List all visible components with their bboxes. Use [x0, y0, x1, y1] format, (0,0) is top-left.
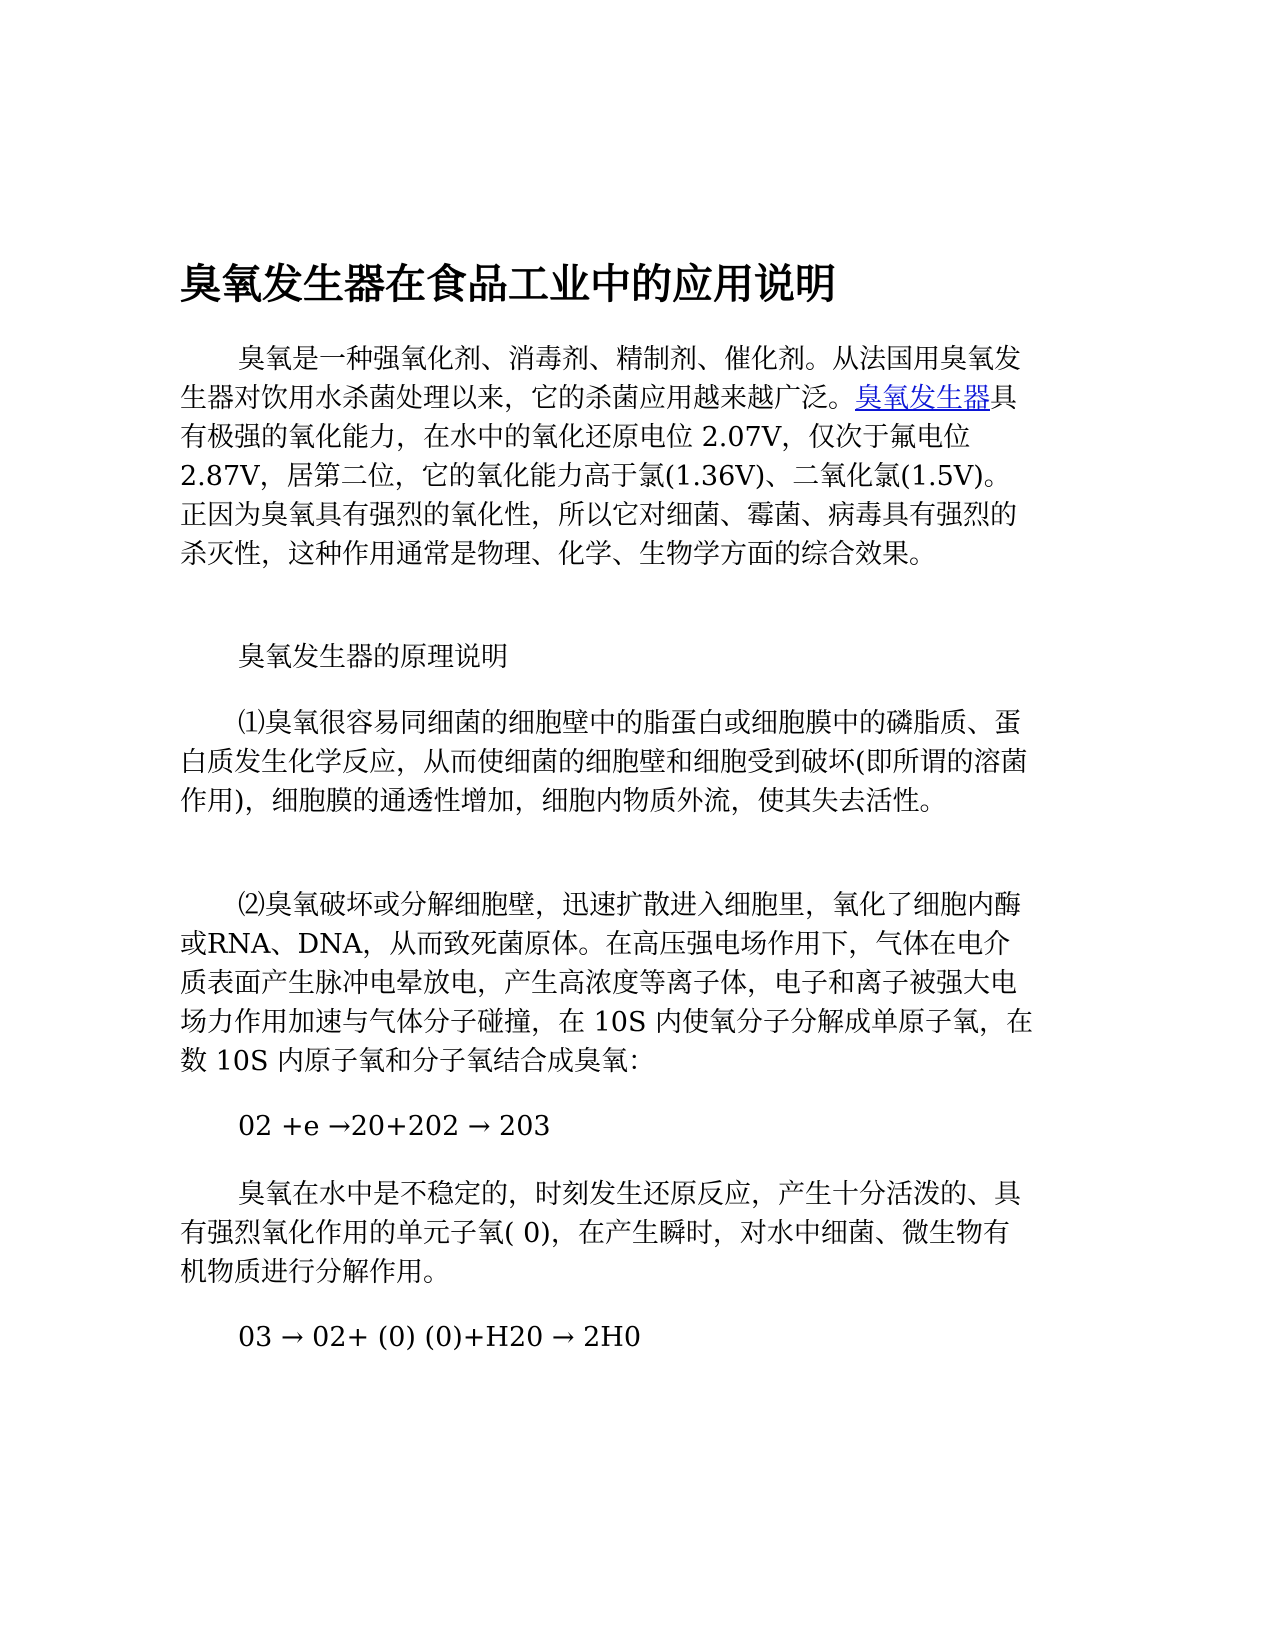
formula-ozone-formation: 02 +e →20+202 → 203 — [238, 1111, 551, 1142]
intro-text-after-link: 具有极强的氧化能力，在水中的氧化还原电位 2.07V，仅次于氟电位 2.87V，居第二位，它的氧化能力高于氯(1.36V)、二氧化氯(1.5V)。正因为臭氧具有强烈的氧化性，所以它对细菌、霉菌、病毒具有强烈的杀灭性，这种作用通常是物理、化学、生物学方面的综合效果。 — [180, 383, 1017, 570]
intro-text-before-link: 臭氧是一种强氧化剂、消毒剂、精制剂、催化剂。从法国用臭氧发生器对饮用水杀菌处理以来，它的杀菌应用越来越广泛。 — [180, 344, 1021, 414]
ozone-in-water-paragraph: 臭氧在水中是不稳定的，时刻发生还原反应，产生十分活泼的、具有强烈氧化作用的单元子氧( 0)，在产生瞬时，对水中细菌、微生物有机物质进行分解作用。 — [180, 1179, 1021, 1288]
principle-point-2: ⑵臭氧破坏或分解细胞壁，迅速扩散进入细胞里，氧化了细胞内酶或RNA、DNA，从而致死菌原体。在高压强电场作用下，气体在电介质表面产生脉冲电晕放电，产生高浓度等离子体，电子和离子被强大电场力作用加速与气体分子碰撞，在 10S 内使氧分子分解成单原子氧，在数 10S 内原子氧和分子氧结合成臭氧： — [180, 890, 1034, 1077]
formula-ozone-decomposition: 03 → 02+ (0) (0)+H20 → 2H0 — [238, 1322, 641, 1353]
principle-point-1: ⑴臭氧很容易同细菌的细胞壁中的脂蛋白或细胞膜中的磷脂质、蛋白质发生化学反应，从而使细菌的细胞壁和细胞受到破坏(即所谓的溶菌作用)，细胞膜的通透性增加，细胞内物质外流，使其失去活性。 — [180, 708, 1028, 817]
ozone-generator-link[interactable]: 臭氧发生器 — [855, 383, 990, 414]
document-title: 臭氧发生器在食品工业中的应用说明 — [180, 260, 836, 308]
section-heading: 臭氧发生器的原理说明 — [238, 642, 508, 673]
intro-paragraph — [180, 340, 1036, 574]
